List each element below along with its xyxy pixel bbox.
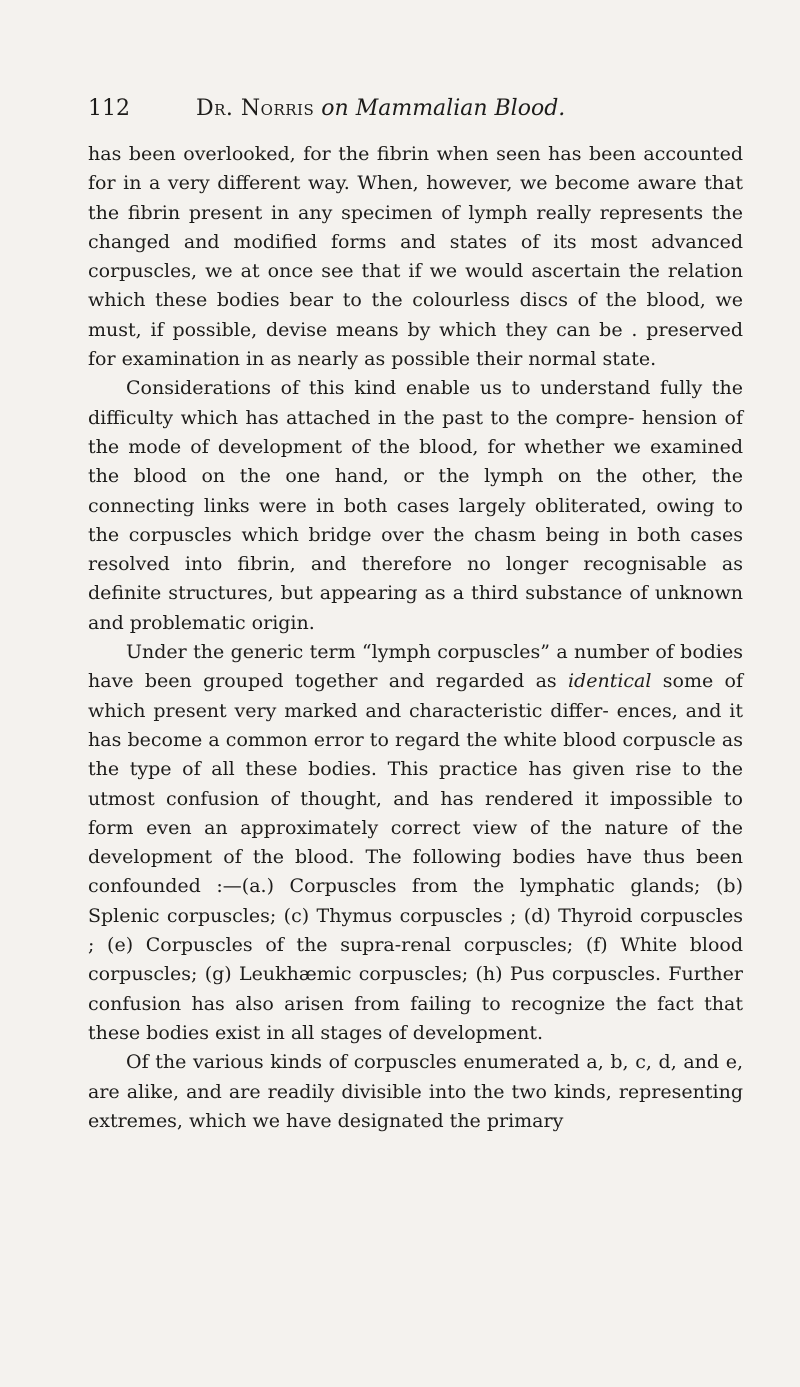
paragraph-continuation: has been overlooked, for the fibrin when seen has been accounted for in a very different way. When, however, we become aware that the fibrin present in any specimen of lymph really represents the changed and modified forms and states of its most advanced corpuscles, we at once see that if we would ascertain the relation which these bodies bear to the colourless discs of the blood, we must, if possible, devise means by which they can be . preserved for examination in as nearly as possible their normal state. <box>88 143 743 371</box>
body-text <box>88 140 743 1136</box>
paragraph-considerations: Considerations of this kind enable us to understand fully the difficulty which has attached in the past to the compre- hension of the mode of development of the blood, for whether we examined the blood on the one hand, or the lymph on the other, the connecting links were in both cases largely obliterated, owing to the corpuscles which bridge over the chasm being in both cases resolved into fibrin, and therefore no longer recognisable as definite structures, but appearing as a third substance of unknown and problematic origin. <box>88 377 743 634</box>
page-number: 112 <box>88 96 130 121</box>
paragraph-text-after: some of which present very marked and characteristic differ- ences, and it has become a common error to regard the white blood corpuscle as the type of all these bodies. This practice has given rise to the utmost confusion of thought, and has rendered it impossible to form even an approximately correct view of the nature of the development of the blood. The following bodies have thus been confounded :—(a.) Corpuscles from the lymphatic glands; (b) Splenic corpuscles; (c) Thymus corpuscles ; (d) Thyroid corpuscles ; (e) Corpuscles of the supra-renal corpuscles; (f) White blood corpuscles; (g) Leukhæmic corpuscles; (h) Pus corpuscles. Further confusion has also arisen from failing to recognize the fact that these bodies exist in all stages of development. <box>88 670 743 1044</box>
running-head <box>88 92 738 126</box>
emphasis-identical: identical <box>567 670 652 693</box>
running-head-title: Mammalian Blood. <box>355 96 566 121</box>
paragraph-kinds-of-corpuscles: Of the various kinds of corpuscles enumerated a, b, c, d, and e, are alike, and are readily divisible into the two kinds, representing extremes, which we have designated the primary <box>88 1051 743 1132</box>
running-head-connector: on <box>321 96 349 121</box>
paragraph-text-before: Under the generic term “lymph corpuscles” a number of bodies have been grouped together and regarded as <box>88 641 743 693</box>
running-head-author: Dr. Norris <box>196 96 315 121</box>
paragraph-generic-term <box>88 638 743 1048</box>
